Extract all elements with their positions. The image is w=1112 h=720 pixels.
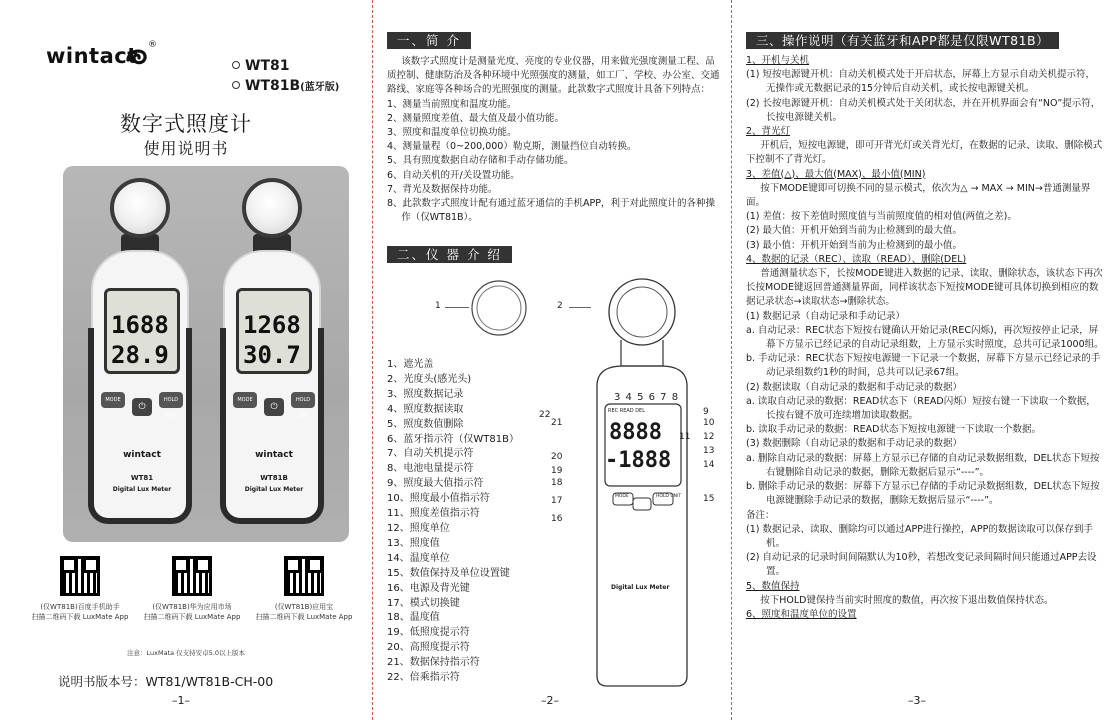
operation-line: (2) 长按电源键开机：自动关机模式处于关闭状态，并在开机界面会有“NO”提示符，长按电源键关机。 (746, 97, 1101, 123)
operation-line: 5、数值保持 (746, 580, 800, 592)
qr-code-icon (172, 556, 212, 596)
part-item: 12、照度单位 (387, 522, 450, 534)
part-item: 2、光度头(感光头) (387, 373, 472, 385)
model-wt81: WT81 (232, 58, 289, 74)
app-note: 注意：LuxMata 仅支持安卓5.0以上版本 (127, 649, 245, 657)
mode-key: MODE (233, 392, 257, 408)
qr-huawei: (仅WT81B)华为应用市场 扫描二维码下载 LuxMate App (136, 556, 248, 622)
feature-item: 4、测量量程（0~200,000）勒克斯，测量挡位自动转换。 (387, 141, 637, 153)
meter-wt81b (223, 178, 321, 528)
brand-logo: wintact ® (46, 40, 157, 68)
operation-line: (3) 最小值：开机开始到当前为止检测到的最小值。 (746, 239, 962, 251)
operation-line: b. 删除手动记录的数据：屏幕下方显示已存储的手动记录数据组数，DEL状态下短按电源键删除手动记录的数据，删除无数据后显示“----”。 (746, 481, 1100, 507)
part-item: 18、温度值 (387, 612, 440, 624)
meter-brand: wintact (123, 450, 161, 460)
operation-line: (1) 短按电源键开机：自动关机模式处于开启状态，屏幕上方显示自动关机提示符，无操作或无数据记录的15分钟后自动关机，或长按电源键关机。 (746, 69, 1095, 95)
operation-line: b. 手动记录：REC状态下短按电源键一下记录一个数据，屏幕下方显示已经记录的手动记录组数约1秒的时间，总共可以记录67组。 (746, 353, 1101, 379)
light-sensor-icon (242, 178, 302, 238)
document-title: 数字式照度计 (120, 112, 252, 136)
qr-code-icon (60, 556, 100, 596)
operation-line: (3) 数据删除（自动记录的数据和手动记录的数据） (746, 438, 962, 450)
part-item: 7、自动关机提示符 (387, 448, 474, 460)
part-item: 4、照度数据读取 (387, 403, 464, 415)
mode-key: MODE (101, 392, 125, 408)
operation-line: a. 自动记录：REC状态下短按右键确认开始记录(REC闪烁)，再次短按停止记录，屏幕下方显示已经记录的自动记录组数，上方显示实时照度，总共可记录1000组。 (746, 324, 1104, 351)
operation-line: 按下MODE键即可切换不同的显示模式，依次为△ → MAX → MIN→普通测量界面。 (746, 182, 1091, 209)
part-item: 10、照度最小值指示符 (387, 493, 490, 505)
feature-item: 8、此款数字式照度计配有通过蓝牙通信的手机APP，利于对此照度计的各种操作（仅WT81B）。 (387, 198, 716, 224)
feature-item: 7、背光及数据保持功能。 (387, 183, 498, 195)
section-device-heading: 二、仪 器 介 绍 (387, 246, 512, 263)
light-cap-icon (469, 278, 529, 338)
meter-label: Digital Lux Meter (244, 486, 304, 493)
model-wt81b: WT81B(蓝牙版) (232, 78, 339, 94)
operation-line: (2) 数据读取（自动记录的数据和手动记录的数据） (746, 381, 962, 393)
operation-line: (2) 自动记录的记录时间间隔默认为10秒，若想改变记录间隔时间只能通过APP去设置。 (746, 552, 1097, 578)
section-intro-heading: 一、简 介 (387, 32, 471, 49)
qr-baidu: (仅WT81B)百度手机助手 扫描二维码下载 LuxMate App (24, 556, 136, 622)
part-item: 11、照度差值指示符 (387, 508, 480, 520)
part-item: 21、数据保持指示符 (387, 657, 480, 669)
page-number: –2– (541, 694, 559, 707)
light-sensor-icon (110, 178, 170, 238)
operation-line: a. 读取自动记录的数据：READ状态下（READ闪烁）短按右键一下读取一个数据，长按右键不放可连续增加读取数据。 (746, 395, 1096, 422)
part-item: 19、低照度提示符 (387, 627, 470, 639)
operation-line: 按下HOLD键保持当前实时照度的数值，再次按下退出数值保持状态。 (760, 594, 1054, 606)
part-item: 8、电池电量提示符 (387, 463, 474, 475)
meter-wt81 (91, 178, 189, 528)
meter-label: Digital Lux Meter (112, 486, 172, 493)
operation-line: 6、照度和温度单位的设置 (746, 608, 857, 620)
part-item: 5、照度数值删除 (387, 418, 464, 430)
product-photo (63, 166, 349, 542)
document-subtitle: 使用说明书 (143, 139, 229, 158)
power-icon: ⏻ (264, 398, 284, 416)
operation-line: 开机后，短按电源键，即可开背光灯或关背光灯，在数据的记录、读取、删除模式下控制不了背光灯。 (746, 140, 1103, 166)
operation-line: 2、背光灯 (746, 126, 791, 138)
operation-line: b. 读取手动记录的数据：READ状态下短按电源键一下读取一个数据。 (746, 424, 1041, 436)
part-item: 16、电源及背光键 (387, 582, 470, 594)
part-item: 13、照度值 (387, 537, 440, 549)
meter-display: 1268 30.7 (236, 288, 312, 374)
part-item: 1、遮光盖 (387, 359, 434, 370)
part-item: 3、照度数据记录 (387, 388, 464, 400)
intro-text (387, 55, 723, 225)
part-item: 14、温度单位 (387, 552, 450, 564)
intro-paragraph: 该数字式照度计是测量光度、亮度的专业仪器，用来做光强度测量工程、品质控制、健康防治及各种环境中光照强度的测量，如工厂、学校、办公室、交通路线、家庭等各种场合的光照强度的测量。此款数字式照度计具备下列特点： (387, 56, 720, 96)
page-number: –1– (172, 694, 190, 707)
meter-outline-icon (583, 276, 701, 688)
operation-line: (1) 数据记录、读取、删除均可以通过APP进行操控，APP的数据读取可以保存到手机。 (746, 523, 1093, 549)
hold-key: HOLD UNIT (291, 392, 315, 408)
radio-circle-icon (232, 61, 240, 69)
part-item: 15、数值保持及单位设置键 (387, 567, 510, 579)
operation-line: 普通测量状态下，长按MODE键进入数据的记录、读取、删除状态，该状态下再次长按MODE键返回普通测量界面，同样该状态下短按MODE键可具体切换到相应的数据记录状态→读取状态→删除状态。 (746, 268, 1103, 308)
feature-item: 5、具有照度数据自动存储和手动存储功能。 (387, 155, 574, 167)
manual-version: 说明书版本号：WT81/WT81B-CH-00 (58, 674, 274, 689)
diagram-lcd-top: 8888 (609, 420, 662, 445)
part-item: 22、倍乘指示符 (387, 672, 460, 684)
feature-item: 6、自动关机的开/关设置功能。 (387, 169, 520, 181)
feature-item: 1、测量当前照度和温度功能。 (387, 98, 517, 110)
page-3 (732, 0, 1112, 720)
page-number: –3– (908, 694, 926, 707)
diagram-lcd-bottom: -1888 (605, 448, 672, 473)
part-item: 6、蓝牙指示符（仅WT81B） (387, 433, 519, 445)
meter-model: WT81B (260, 474, 288, 482)
meter-display: 1688 28.9 (104, 288, 180, 374)
operation-line: (1) 数据记录（自动记录和手动记录） (746, 310, 905, 322)
page-1 (0, 0, 372, 720)
operation-line: (2) 最大值：开机开始到当前为止检测到的最大值。 (746, 225, 962, 237)
part-item: 17、模式切换键 (387, 597, 460, 609)
feature-item: 2、测量照度差值、最大值及最小值功能。 (387, 112, 565, 124)
operation-line: a. 删除自动记录的数据：屏幕上方显示已存储的自动记录数据组数，DEL状态下短按右键删除自动记录的数据，删除无数据后显示“----”。 (746, 452, 1100, 478)
operation-line: 3、差值(△)、最大值(MAX)、最小值(MIN) (746, 168, 926, 180)
part-item: 9、照度最大值指示符 (387, 478, 484, 490)
meter-brand: wintact (255, 450, 293, 460)
meter-model: WT81 (130, 474, 154, 482)
power-icon: ⏻ (132, 398, 152, 416)
parts-list (387, 358, 519, 686)
hold-key: HOLD UNIT (159, 392, 183, 408)
operation-line: (1) 差值：按下差值时照度值与当前照度值的相对值(两值之差)。 (746, 211, 1017, 223)
operation-line: 备注： (746, 509, 775, 521)
radio-circle-icon (232, 81, 240, 89)
qr-yingyongbao: (仅WT81B)应用宝 扫描二维码下载 LuxMate App (248, 556, 360, 622)
qr-code-icon (284, 556, 324, 596)
operation-line: 1、开机与关机 (746, 55, 810, 66)
page-2: 一、简 介 该数字式照度计是测量光度、亮度的专业仪器，用来做光强度测量工程、品质控制、健康防治及各种环境中光照强度的测量，如工厂、学校、办公室、交通路线、家庭等各种场合的光照强度的测量。此款数字式照度计具备下列特点： 1、测量当前照度和温度功能。 2、测量照度差值、最大值及最小值功能。 3、照度和温度单位切换功能。 4、测量量程（0~200,000）勒克斯，测量挡位自动转换。 5、具有照度数据自动存储和手动存储功能。 6、自动关机的开/关设置功能。 7、背光及数据保持功能。 8、此款数字式照度计配有通过蓝牙通信的手机APP，利于对此照度计的各种操作（仅WT81B）。 二、仪 器 介 绍 1、遮光盖 2、光度头(感光头) 3、照度数据记录 4、照度数据读取 5、照度数值删除 6、蓝牙指示符（仅WT81B） 7、自动关机提示符 8、电池电量提示符 9、照度最大值指示符 10、照度最小值指示符 11、照度差值指示符 12、照度单位 13、照度值 14、温度单位 15、数值保持及单位设置键 16、电源及背光键 17、模式切换键 18、温度值 19、低照度提示符 20、高照度提示符 21、数据保持指示符 22、倍乘指示符 1 2 3 4 5 6 7 8 REC READ DEL 8888 -1888 MODE HOLD UNIT Digital Lux Meter 22 21 20 19 18 17 16 9 10 11 12 13 14 15 –2– (373, 0, 731, 720)
operation-line: 4、数据的记录（REC）、读取（READ）、删除(DEL) (746, 253, 967, 265)
feature-item: 3、照度和温度单位切换功能。 (387, 127, 517, 139)
operation-text (746, 54, 1104, 622)
part-item: 20、高照度提示符 (387, 642, 470, 654)
section-operation-heading: 三、操作说明（有关蓝牙和APP都是仅限WT81B） (746, 32, 1059, 49)
